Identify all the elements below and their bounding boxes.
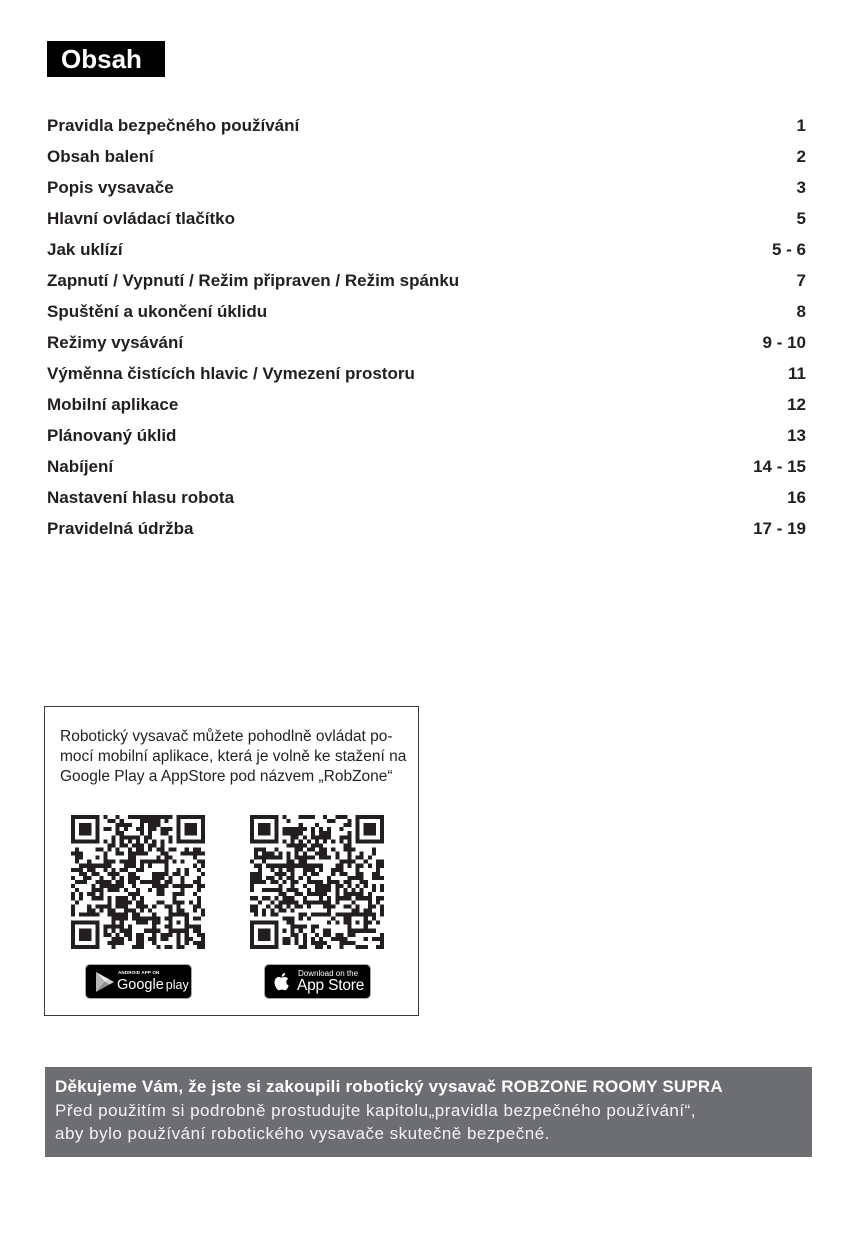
toc-entry-page: 9 - 10 bbox=[762, 333, 806, 352]
toc-entry-page: 7 bbox=[796, 271, 806, 290]
toc-entry-page: 14 - 15 bbox=[753, 457, 806, 476]
toc-row bbox=[47, 203, 806, 234]
toc-row bbox=[47, 265, 806, 296]
table-of-contents bbox=[47, 110, 806, 544]
toc-row bbox=[47, 389, 806, 420]
toc-entry-title: Výměnna čistících hlavic / Vymezení prostoru bbox=[47, 364, 415, 383]
toc-entry-title: Popis vysavače bbox=[47, 178, 174, 197]
toc-row bbox=[47, 513, 806, 544]
toc-entry-title: Mobilní aplikace bbox=[47, 395, 179, 414]
apple-icon bbox=[272, 970, 293, 993]
toc-row bbox=[47, 296, 806, 327]
toc-entry-title: Pravidelná údržba bbox=[47, 519, 194, 538]
badge-brand: Google bbox=[117, 977, 164, 993]
app-info-text-line: mocí mobilní aplikace, která je volně ke stažení na bbox=[60, 748, 407, 765]
toc-row bbox=[47, 110, 806, 141]
badge-caption: Download on the bbox=[298, 969, 359, 978]
badge-word: play bbox=[165, 978, 189, 992]
banner-headline: Děkujeme Vám, že jste si zakoupili robotický vysavač ROBZONE ROOMY SUPRA bbox=[55, 1077, 723, 1096]
toc-entry-page: 8 bbox=[796, 302, 806, 321]
toc-entry-title: Jak uklízí bbox=[47, 240, 123, 259]
toc-row bbox=[47, 482, 806, 513]
toc-entry-page: 13 bbox=[787, 426, 806, 445]
badge-title: App Store bbox=[297, 977, 365, 994]
toc-entry-title: Plánovaný úklid bbox=[47, 426, 177, 445]
badge-title bbox=[117, 976, 189, 994]
contents-heading-text: Obsah bbox=[61, 44, 142, 74]
toc-entry-title: Spuštění a ukončení úklidu bbox=[47, 302, 268, 321]
toc-row bbox=[47, 420, 806, 451]
app-info-text bbox=[60, 727, 406, 787]
contents-heading bbox=[47, 41, 165, 77]
toc-entry-page: 1 bbox=[796, 116, 806, 135]
google-play-qr-code bbox=[71, 815, 205, 949]
toc-entry-page: 11 bbox=[788, 364, 806, 383]
app-info-text-line: Google Play a AppStore pod názvem „RobZone“ bbox=[60, 768, 393, 785]
toc-entry-title: Nabíjení bbox=[47, 457, 114, 476]
banner-line: Před použitím si podrobně prostudujte kapitolu„pravidla bezpečného používání“, bbox=[55, 1100, 696, 1120]
toc-entry-page: 12 bbox=[787, 395, 806, 414]
toc-row bbox=[47, 172, 806, 203]
toc-row bbox=[47, 327, 806, 358]
app-store-qr-code bbox=[250, 815, 384, 949]
toc-entry-title: Zapnutí / Vypnutí / Režim připraven / Režim spánku bbox=[47, 271, 460, 290]
app-info-text-line: Robotický vysavač můžete pohodlně ovládat po- bbox=[60, 728, 393, 745]
toc-entry-page: 16 bbox=[787, 488, 806, 507]
toc-entry-page: 5 bbox=[796, 209, 806, 228]
app-store-badge[interactable] bbox=[264, 964, 371, 999]
badge-caption: ANDROID APP ON bbox=[118, 970, 160, 975]
toc-entry-page: 2 bbox=[796, 147, 806, 166]
toc-entry-title: Nastavení hlasu robota bbox=[47, 488, 235, 507]
toc-entry-title: Režimy vysávání bbox=[47, 333, 184, 352]
mobile-app-info-box bbox=[44, 706, 419, 1016]
toc-row bbox=[47, 141, 806, 172]
toc-row bbox=[47, 451, 806, 482]
toc-entry-title: Hlavní ovládací tlačítko bbox=[47, 209, 236, 228]
google-play-badge[interactable] bbox=[85, 964, 192, 999]
google-play-icon bbox=[93, 971, 115, 993]
toc-row bbox=[47, 358, 806, 389]
toc-row bbox=[47, 234, 806, 265]
toc-entry-page: 3 bbox=[796, 178, 806, 197]
toc-entry-title: Obsah balení bbox=[47, 147, 154, 166]
thank-you-banner bbox=[45, 1067, 812, 1157]
toc-entry-title: Pravidla bezpečného používání bbox=[47, 116, 300, 135]
toc-entry-page: 5 - 6 bbox=[771, 240, 806, 259]
banner-line: aby bylo používání robotického vysavače skutečně bezpečné. bbox=[55, 1124, 550, 1143]
toc-entry-page: 17 - 19 bbox=[753, 519, 806, 538]
